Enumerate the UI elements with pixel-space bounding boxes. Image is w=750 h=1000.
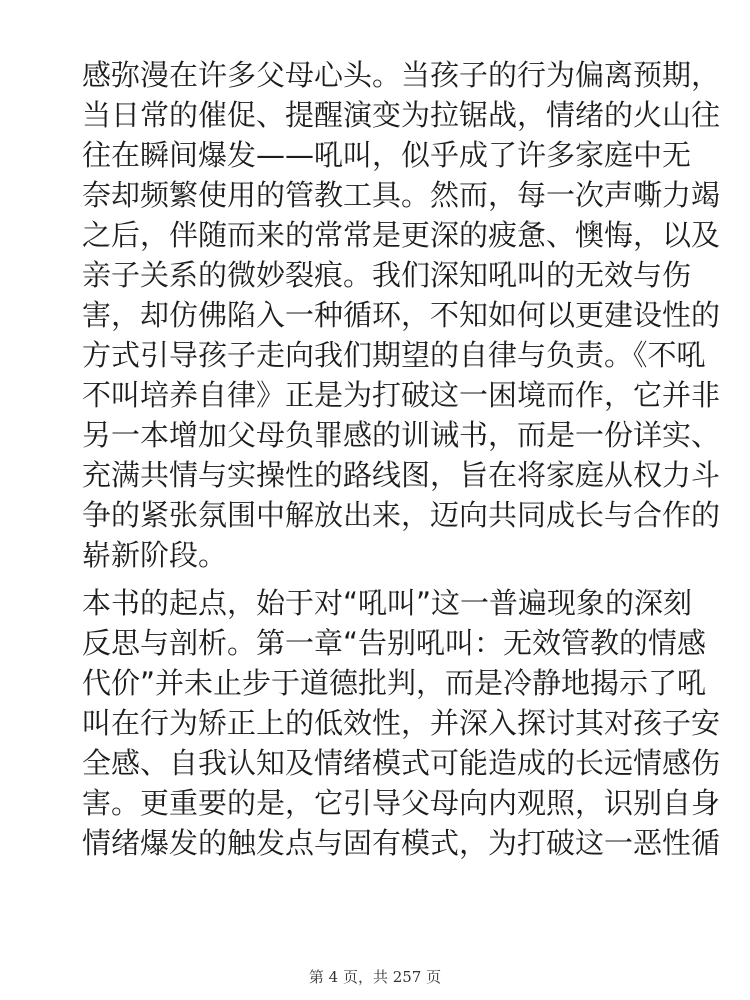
text-line: 之后，伴随而来的常常是更深的疲惫、懊悔，以及: [82, 218, 721, 252]
text-line: 全感、自我认知及情绪模式可能造成的长远情感伤: [82, 746, 721, 780]
text-line: 往在瞬间爆发——吼叫，似乎成了许多家庭中无: [82, 138, 692, 172]
text-line: 代价”并未止步于道德批判，而是冷静地揭示了吼: [82, 666, 707, 700]
text-line: 另一本增加父母负罪感的训诫书，而是一份详实、: [82, 418, 721, 452]
text-line: 情绪爆发的触发点与固有模式，为打破这一恶性循: [82, 826, 721, 860]
body-text: [82, 55, 721, 863]
text-line: 反思与剖析。第一章“告别吼叫：无效管教的情感: [82, 626, 707, 660]
text-line: 害，却仿佛陷入一种循环，不知如何以更建设性的: [82, 298, 721, 332]
paragraph: [82, 55, 721, 575]
text-line: 崭新阶段。: [82, 538, 228, 572]
text-line: 本书的起点，始于对“吼叫”这一普遍现象的深刻: [82, 586, 693, 620]
text-line: 不叫培养自律》正是为打破这一困境而作，它并非: [82, 378, 721, 412]
text-line: 害。更重要的是，它引导父母向内观照，识别自身: [82, 786, 721, 820]
text-line: 争的紧张氛围中解放出来，迈向共同成长与合作的: [82, 498, 721, 532]
text-line: 感弥漫在许多父母心头。当孩子的行为偏离预期，: [82, 58, 721, 92]
text-line: 方式引导孩子走向我们期望的自律与负责。《不吼: [82, 338, 706, 372]
text-line: 奈却频繁使用的管教工具。然而，每一次声嘶力竭: [82, 178, 721, 212]
text-line: 当日常的催促、提醒演变为拉锯战，情绪的火山往: [82, 98, 721, 132]
text-line: 叫在行为矫正上的低效性，并深入探讨其对孩子安: [82, 706, 721, 740]
text-line: 亲子关系的微妙裂痕。我们深知吼叫的无效与伤: [82, 258, 692, 292]
text-line: 充满共情与实操性的路线图，旨在将家庭从权力斗: [82, 458, 721, 492]
page-number-footer: 第 4 页，共 257 页: [308, 968, 442, 986]
paragraph: [82, 583, 721, 863]
